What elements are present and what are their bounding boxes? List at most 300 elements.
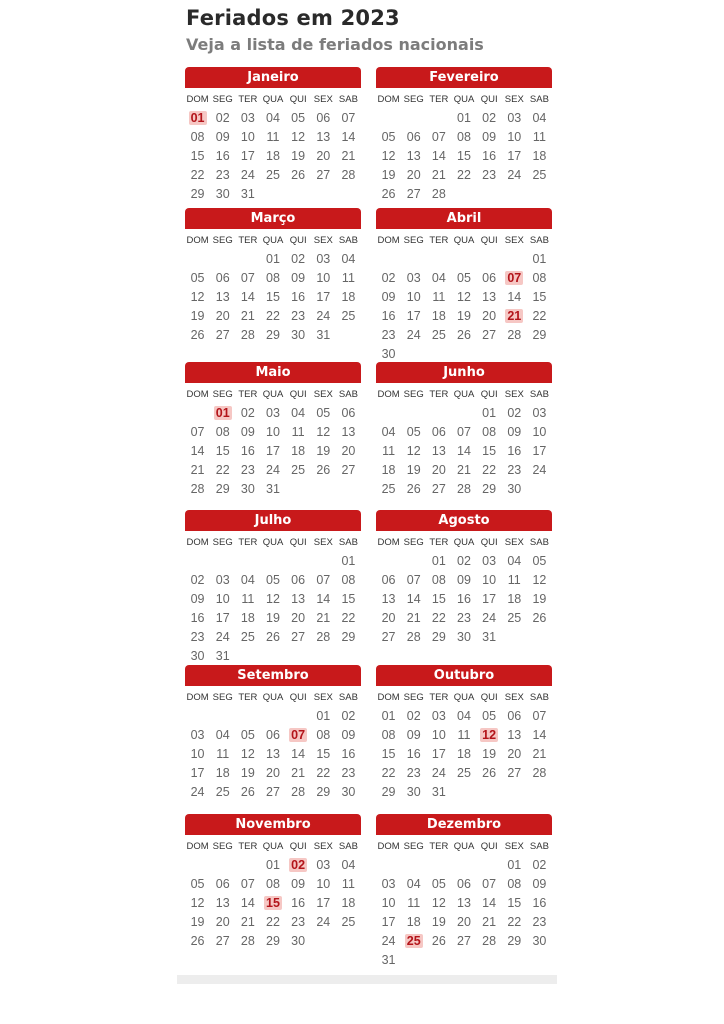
day-number: 10 xyxy=(316,270,331,285)
day-number: 26 xyxy=(431,933,446,948)
day-cell xyxy=(210,646,235,665)
day-cell xyxy=(451,706,476,725)
day-grid xyxy=(376,551,552,646)
weekday-label: DOM xyxy=(186,94,209,105)
day-cell xyxy=(401,441,426,460)
day-cell xyxy=(426,589,451,608)
day-cell xyxy=(527,287,552,306)
day-number: 19 xyxy=(266,610,280,625)
day-cell xyxy=(286,874,311,893)
day-cell xyxy=(477,127,502,146)
day-number: 11 xyxy=(216,746,230,761)
month-header: Outubro xyxy=(376,665,552,686)
day-cell xyxy=(426,608,451,627)
day-cell xyxy=(260,627,285,646)
weekday-label: QUA xyxy=(262,841,284,852)
day-number: 28 xyxy=(190,481,205,496)
empty-cell xyxy=(376,855,401,874)
day-number: 20 xyxy=(291,610,306,625)
day-cell xyxy=(336,570,361,589)
day-cell xyxy=(376,589,401,608)
day-number: 13 xyxy=(406,148,421,163)
month-header: Julho xyxy=(185,510,361,531)
day-cell xyxy=(401,460,426,479)
day-cell xyxy=(286,744,311,763)
month-calendar xyxy=(376,510,552,646)
day-number: 13 xyxy=(457,895,471,910)
day-number: 20 xyxy=(482,308,497,323)
day-cell xyxy=(336,551,361,570)
day-number: 26 xyxy=(381,186,396,201)
weekday-label: SAB xyxy=(529,389,549,400)
day-number: 03 xyxy=(190,727,205,742)
day-cell xyxy=(235,763,260,782)
day-number: 26 xyxy=(316,462,331,477)
day-cell xyxy=(311,108,336,127)
day-cell xyxy=(336,706,361,725)
day-number: 29 xyxy=(316,784,331,799)
day-number: 05 xyxy=(190,270,205,285)
day-number: 07 xyxy=(341,110,356,125)
day-number: 04 xyxy=(406,876,421,891)
day-cell xyxy=(311,725,336,744)
day-number: 30 xyxy=(190,648,205,663)
day-cell xyxy=(235,627,260,646)
day-number: 12 xyxy=(240,746,255,761)
day-cell xyxy=(336,268,361,287)
day-cell xyxy=(502,931,527,950)
day-number: 08 xyxy=(266,270,280,285)
day-number: 28 xyxy=(406,629,421,644)
day-cell xyxy=(235,479,260,498)
day-grid xyxy=(376,403,552,498)
day-cell xyxy=(426,165,451,184)
day-number: 28 xyxy=(341,167,356,182)
day-number: 09 xyxy=(190,591,205,606)
day-number: 26 xyxy=(406,481,421,496)
day-cell xyxy=(502,403,527,422)
day-cell xyxy=(502,422,527,441)
day-cell xyxy=(210,627,235,646)
day-cell xyxy=(527,441,552,460)
day-cell xyxy=(451,441,476,460)
day-number: 16 xyxy=(507,443,522,458)
day-cell xyxy=(235,931,260,950)
day-cell xyxy=(210,184,235,203)
weekday-label: QUI xyxy=(289,841,307,852)
day-cell xyxy=(336,763,361,782)
day-cell xyxy=(502,460,527,479)
day-number: 01 xyxy=(381,708,396,723)
month-calendar xyxy=(185,814,361,950)
day-number: 01 xyxy=(266,857,280,872)
day-number: 09 xyxy=(240,424,255,439)
day-cell xyxy=(401,127,426,146)
day-cell xyxy=(286,165,311,184)
day-cell xyxy=(477,422,502,441)
day-number: 23 xyxy=(457,610,471,625)
day-cell xyxy=(376,325,401,344)
day-number: 06 xyxy=(431,424,446,439)
day-cell xyxy=(311,127,336,146)
day-cell xyxy=(376,460,401,479)
weekday-label: TER xyxy=(238,235,258,246)
day-cell xyxy=(401,589,426,608)
day-cell xyxy=(336,146,361,165)
month-calendar xyxy=(376,67,552,203)
day-cell xyxy=(527,874,552,893)
day-cell xyxy=(286,422,311,441)
day-number: 15 xyxy=(431,591,446,606)
day-number: 21 xyxy=(431,167,446,182)
day-cell xyxy=(286,441,311,460)
empty-cell xyxy=(235,249,260,268)
day-cell xyxy=(401,422,426,441)
day-cell xyxy=(502,306,527,325)
day-number: 28 xyxy=(532,765,547,780)
day-number: 27 xyxy=(482,327,497,342)
day-number: 06 xyxy=(291,572,306,587)
day-number: 17 xyxy=(240,148,255,163)
day-cell xyxy=(235,325,260,344)
day-cell xyxy=(311,146,336,165)
day-number: 10 xyxy=(215,591,230,606)
day-number: 17 xyxy=(316,895,331,910)
day-number: 10 xyxy=(431,727,446,742)
weekday-label: QUA xyxy=(262,389,284,400)
day-cell xyxy=(451,589,476,608)
day-number: 29 xyxy=(431,629,446,644)
day-cell xyxy=(426,763,451,782)
day-number: 05 xyxy=(190,876,205,891)
day-cell xyxy=(260,146,285,165)
empty-cell xyxy=(426,855,451,874)
day-cell xyxy=(426,287,451,306)
empty-cell xyxy=(376,551,401,570)
day-cell xyxy=(502,855,527,874)
day-number: 11 xyxy=(407,895,421,910)
day-number: 16 xyxy=(291,289,306,304)
day-number: 09 xyxy=(341,727,356,742)
weekday-label: DOM xyxy=(377,235,400,246)
day-cell xyxy=(451,287,476,306)
day-number: 10 xyxy=(482,572,497,587)
day-cell xyxy=(235,146,260,165)
empty-cell xyxy=(210,706,235,725)
day-grid xyxy=(376,108,552,203)
day-number: 25 xyxy=(266,167,280,182)
day-cell xyxy=(235,441,260,460)
day-number: 07 xyxy=(431,129,446,144)
empty-cell xyxy=(426,249,451,268)
empty-cell xyxy=(185,706,210,725)
day-cell xyxy=(376,570,401,589)
day-cell xyxy=(210,325,235,344)
day-number: 19 xyxy=(457,308,471,323)
weekday-label: DOM xyxy=(377,537,400,548)
day-number: 13 xyxy=(431,443,446,458)
weekday-label: QUI xyxy=(289,94,307,105)
page-subtitle: Veja a lista de feriados nacionais xyxy=(186,35,484,54)
day-cell xyxy=(235,108,260,127)
holiday-day: 21 xyxy=(507,308,522,323)
day-number: 11 xyxy=(266,129,280,144)
day-cell xyxy=(477,570,502,589)
day-number: 21 xyxy=(240,914,255,929)
day-cell xyxy=(502,744,527,763)
day-cell xyxy=(502,441,527,460)
day-cell xyxy=(336,893,361,912)
day-number: 04 xyxy=(291,405,306,420)
day-cell xyxy=(527,912,552,931)
day-number: 30 xyxy=(291,327,306,342)
day-number: 03 xyxy=(316,857,331,872)
day-number: 22 xyxy=(507,914,522,929)
weekday-label: TER xyxy=(238,537,258,548)
day-cell xyxy=(185,744,210,763)
footer-bar xyxy=(177,975,557,984)
day-number: 03 xyxy=(266,405,280,420)
day-number: 30 xyxy=(240,481,255,496)
day-number: 19 xyxy=(316,443,331,458)
day-number: 27 xyxy=(507,765,522,780)
weekday-label: SEX xyxy=(504,389,524,400)
day-number: 15 xyxy=(316,746,331,761)
day-cell xyxy=(210,589,235,608)
day-cell xyxy=(451,725,476,744)
weekday-label: SAB xyxy=(529,235,549,246)
empty-cell xyxy=(210,249,235,268)
day-number: 23 xyxy=(482,167,497,182)
day-number: 29 xyxy=(215,481,230,496)
day-cell xyxy=(502,165,527,184)
day-number: 18 xyxy=(291,443,306,458)
day-number: 10 xyxy=(406,289,421,304)
day-number: 22 xyxy=(266,914,280,929)
day-number: 01 xyxy=(482,405,497,420)
weekday-label: SEG xyxy=(212,235,233,246)
day-number: 13 xyxy=(341,424,356,439)
day-number: 24 xyxy=(215,629,230,644)
day-number: 12 xyxy=(406,443,421,458)
day-number: 16 xyxy=(457,591,471,606)
day-number: 03 xyxy=(381,876,396,891)
day-cell xyxy=(235,725,260,744)
day-number: 12 xyxy=(291,129,306,144)
day-cell xyxy=(311,589,336,608)
empty-cell xyxy=(401,249,426,268)
day-number: 10 xyxy=(532,424,547,439)
day-number: 28 xyxy=(240,327,255,342)
day-cell xyxy=(286,763,311,782)
holiday-day: 07 xyxy=(291,727,306,742)
weekday-label: SEX xyxy=(504,235,524,246)
day-number: 27 xyxy=(266,784,280,799)
day-cell xyxy=(260,570,285,589)
day-cell xyxy=(451,551,476,570)
day-cell xyxy=(451,460,476,479)
day-cell xyxy=(185,184,210,203)
holiday-day: 01 xyxy=(215,405,230,420)
day-number: 23 xyxy=(291,308,306,323)
weekday-row xyxy=(376,840,552,854)
day-cell xyxy=(185,127,210,146)
empty-cell xyxy=(502,249,527,268)
day-grid xyxy=(376,249,552,363)
day-number: 14 xyxy=(291,746,306,761)
day-number: 14 xyxy=(431,148,446,163)
day-grid xyxy=(185,403,361,498)
day-number: 14 xyxy=(341,129,356,144)
day-number: 21 xyxy=(316,610,331,625)
day-number: 14 xyxy=(532,727,547,742)
day-number: 10 xyxy=(316,876,331,891)
day-number: 17 xyxy=(381,914,396,929)
day-cell xyxy=(451,127,476,146)
month-calendar xyxy=(185,665,361,801)
weekday-label: TER xyxy=(429,841,449,852)
day-number: 15 xyxy=(482,443,497,458)
day-cell xyxy=(286,608,311,627)
weekday-label: SEG xyxy=(403,841,424,852)
day-number: 20 xyxy=(215,308,230,323)
day-cell xyxy=(426,146,451,165)
month-header: Março xyxy=(185,208,361,229)
day-number: 03 xyxy=(482,553,497,568)
day-cell xyxy=(426,184,451,203)
day-cell xyxy=(235,782,260,801)
day-number: 27 xyxy=(457,933,471,948)
day-cell xyxy=(185,931,210,950)
day-number: 18 xyxy=(381,462,396,477)
day-number: 06 xyxy=(215,270,230,285)
day-cell xyxy=(311,874,336,893)
day-number: 03 xyxy=(316,251,331,266)
empty-cell xyxy=(477,249,502,268)
day-cell xyxy=(527,460,552,479)
day-cell xyxy=(451,479,476,498)
day-number: 29 xyxy=(532,327,547,342)
empty-cell xyxy=(235,855,260,874)
day-number: 14 xyxy=(240,895,255,910)
day-number: 16 xyxy=(291,895,306,910)
day-cell xyxy=(210,608,235,627)
day-number: 14 xyxy=(482,895,497,910)
day-cell xyxy=(502,608,527,627)
day-number: 18 xyxy=(406,914,421,929)
day-cell xyxy=(185,306,210,325)
day-cell xyxy=(477,744,502,763)
day-cell xyxy=(235,912,260,931)
day-cell xyxy=(210,874,235,893)
day-number: 02 xyxy=(190,572,205,587)
day-number: 02 xyxy=(381,270,396,285)
day-number: 24 xyxy=(266,462,280,477)
day-cell xyxy=(336,725,361,744)
day-number: 04 xyxy=(507,553,522,568)
day-number: 12 xyxy=(532,572,547,587)
day-cell xyxy=(376,912,401,931)
weekday-label: QUA xyxy=(453,692,475,703)
day-number: 07 xyxy=(316,572,331,587)
empty-cell xyxy=(260,706,285,725)
day-cell xyxy=(477,608,502,627)
weekday-label: DOM xyxy=(377,94,400,105)
day-number: 18 xyxy=(431,308,446,323)
weekday-label: QUI xyxy=(289,692,307,703)
day-cell xyxy=(235,570,260,589)
weekday-label: SEG xyxy=(212,841,233,852)
day-cell xyxy=(376,782,401,801)
day-cell xyxy=(477,441,502,460)
day-number: 20 xyxy=(316,148,331,163)
day-cell xyxy=(401,725,426,744)
weekday-row xyxy=(185,388,361,402)
day-cell xyxy=(527,127,552,146)
day-number: 15 xyxy=(457,148,471,163)
weekday-label: SEX xyxy=(313,235,333,246)
day-cell xyxy=(210,763,235,782)
day-cell xyxy=(376,950,401,969)
day-cell xyxy=(376,146,401,165)
day-number: 30 xyxy=(406,784,421,799)
month-calendar xyxy=(376,362,552,498)
weekday-label: QUA xyxy=(262,692,284,703)
day-cell xyxy=(502,479,527,498)
day-cell xyxy=(286,893,311,912)
day-number: 28 xyxy=(291,784,306,799)
day-number: 24 xyxy=(240,167,255,182)
day-cell xyxy=(210,782,235,801)
day-number: 16 xyxy=(406,746,421,761)
day-number: 06 xyxy=(507,708,522,723)
weekday-label: QUA xyxy=(453,94,475,105)
day-number: 16 xyxy=(482,148,497,163)
day-cell xyxy=(401,608,426,627)
day-number: 22 xyxy=(431,610,446,625)
day-number: 01 xyxy=(341,553,356,568)
day-number: 01 xyxy=(457,110,471,125)
day-cell xyxy=(185,589,210,608)
day-cell xyxy=(235,306,260,325)
day-cell xyxy=(286,725,311,744)
day-cell xyxy=(477,589,502,608)
day-cell xyxy=(336,874,361,893)
day-cell xyxy=(502,570,527,589)
day-number: 31 xyxy=(482,629,497,644)
day-cell xyxy=(426,931,451,950)
day-cell xyxy=(185,441,210,460)
weekday-label: QUA xyxy=(453,841,475,852)
month-header: Dezembro xyxy=(376,814,552,835)
day-cell xyxy=(477,108,502,127)
day-number: 05 xyxy=(532,553,547,568)
weekday-label: SEX xyxy=(313,692,333,703)
day-cell xyxy=(235,165,260,184)
day-cell xyxy=(336,744,361,763)
day-cell xyxy=(401,627,426,646)
day-number: 01 xyxy=(532,251,547,266)
day-cell xyxy=(235,460,260,479)
day-number: 24 xyxy=(532,462,547,477)
day-number: 13 xyxy=(316,129,331,144)
day-number: 04 xyxy=(215,727,230,742)
day-number: 22 xyxy=(381,765,396,780)
weekday-label: DOM xyxy=(377,389,400,400)
day-number: 25 xyxy=(240,629,255,644)
day-cell xyxy=(426,912,451,931)
day-cell xyxy=(260,325,285,344)
